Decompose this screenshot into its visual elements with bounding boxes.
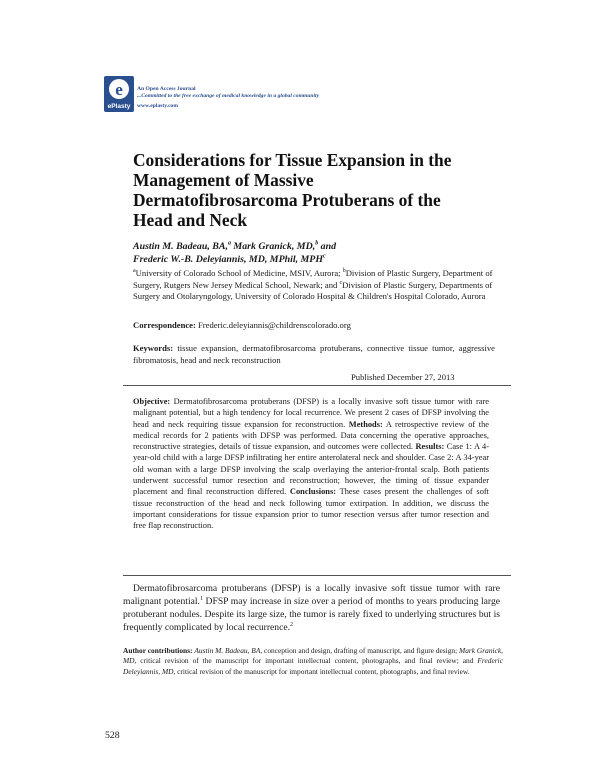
author-name: Frederic W.-B. Deleyiannis, MD, MPhil, MPH — [133, 254, 324, 265]
affil-sup: a — [133, 268, 136, 275]
body-text: DFSP may increase in size over a period of months to years producing large protuberant nodules. Despite its large size, the tumor is rarely fixed to underlying structures but is frequently complicated by local recurrence. — [123, 596, 501, 633]
abstract-conclusions: These cases present the challenges of soft tissue reconstruction of the head and neck following tumor extirpation. In addition, we discuss the important considerations for tissue expansion prior to tumor resection versus after tumor resection and free flap reconstruction. — [133, 487, 489, 531]
contrib-author: Austin M. Badeau, BA, — [194, 646, 263, 655]
svg-text:e: e — [115, 80, 123, 99]
published-date: Published December 27, 2013 — [351, 372, 455, 382]
page-number: 528 — [105, 730, 120, 741]
abstract-objective: Dermatofibrosarcoma protuberans (DFSP) is a locally invasive soft tissue tumor with rare malignant potential, but a high tendency for local recurrence. We present 2 cases of DFSP involving the head and neck requiring tissue expansion for reconstruction. — [133, 397, 490, 429]
author-sup: b — [315, 240, 319, 247]
intro-paragraph — [123, 582, 500, 634]
body-text: Dermatofibrosarcoma protuberans (DFSP) is a locally invasive soft tissue tumor with rare malignant potential. — [123, 583, 500, 607]
affiliations — [133, 268, 495, 303]
author-conjunction: and — [318, 241, 337, 252]
abstract-results: Case 1: A 4-year-old child with a large DFSP infiltrating her entire anterolateral neck and shoulder. Case 2: A 34-year old woman with a large DFSP involving the scalp overlaying the anterior-frontal scalp. Both patients underwent successful tumor resection and reconstruction; however, the timing of tissue expander placement and final reconstruction differed. — [133, 442, 489, 497]
keywords — [133, 343, 495, 366]
abstract-label: Results: — [415, 442, 445, 452]
author-list — [133, 240, 493, 266]
affil-sup: c — [339, 279, 343, 286]
journal-logo — [104, 76, 134, 112]
journal-url[interactable]: www.eplasty.com — [137, 103, 179, 109]
author-name: Mark Granick, MD, — [230, 241, 316, 252]
correspondence-email[interactable]: Frederic.deleyiannis@childrenscolorado.org — [198, 320, 351, 330]
author-name: Austin M. Badeau, BA, — [133, 241, 228, 252]
reference-mark[interactable]: 2 — [290, 621, 294, 628]
reference-mark[interactable]: 1 — [199, 595, 203, 602]
abstract-label: Objective: — [133, 397, 171, 406]
keywords-label: Keywords: — [133, 343, 174, 353]
contrib-author: Mark Granick, MD, — [123, 646, 503, 666]
author-sup: c — [323, 253, 326, 260]
abstract-label: Methods: — [348, 419, 383, 429]
divider-bottom — [123, 575, 511, 576]
journal-tagline: An Open Access Journal — [137, 86, 196, 92]
affil-sup: b — [342, 268, 346, 275]
divider-top — [123, 385, 511, 386]
keywords-text: tissue expansion, dermatofibrosarcoma protuberans, connective tissue tumor, aggressive fibromatosis, head and neck reconstruction — [133, 343, 495, 365]
correspondence-label: Correspondence: — [133, 320, 196, 330]
affil-text: Division of Plastic Surgery, Department of Surgery, Rutgers New Jersey Medical School, Newark; and — [133, 268, 493, 290]
abstract-methods: A retrospective review of the medical records for 2 patients with DFSP was performed. Data concerning the operative approaches, reconstructive strategies, details of tissue expansion, and outcomes were collected. — [133, 419, 489, 452]
affil-text: Division of Plastic Surgery, Departments of Surgery and Otolaryngology, University of Colorado Hospital & Children's Hospital Colorado, Aurora — [133, 279, 493, 302]
contrib-text: conception and design, drafting of manuscript, and figure design; — [262, 646, 460, 655]
journal-mission: ...Committed to the free exchange of medical knowledge in a global community — [137, 93, 320, 99]
author-sup: a — [227, 240, 231, 247]
abstract-label: Conclusions: — [289, 487, 336, 497]
abstract — [133, 396, 489, 532]
correspondence — [133, 320, 495, 332]
affil-text: University of Colorado School of Medicine, MSIV, Aurora; — [135, 268, 343, 278]
contributions-label: Author contributions: — [123, 646, 193, 655]
author-contributions — [123, 646, 503, 677]
contrib-author: Frederic Deleyiannis, MD, — [123, 656, 503, 676]
contrib-text: critical revision of the manuscript for important intellectual content, photographs, and final review; and — [136, 656, 478, 666]
contrib-text: critical revision of the manuscript for important intellectual content, photographs, and final review. — [175, 666, 470, 676]
article-title: Considerations for Tissue Expansion in the Management of Massive Dermatofibrosarcoma Protuberans of the Head and Neck — [133, 150, 452, 230]
logo-wordmark: ePlasty — [107, 103, 131, 110]
